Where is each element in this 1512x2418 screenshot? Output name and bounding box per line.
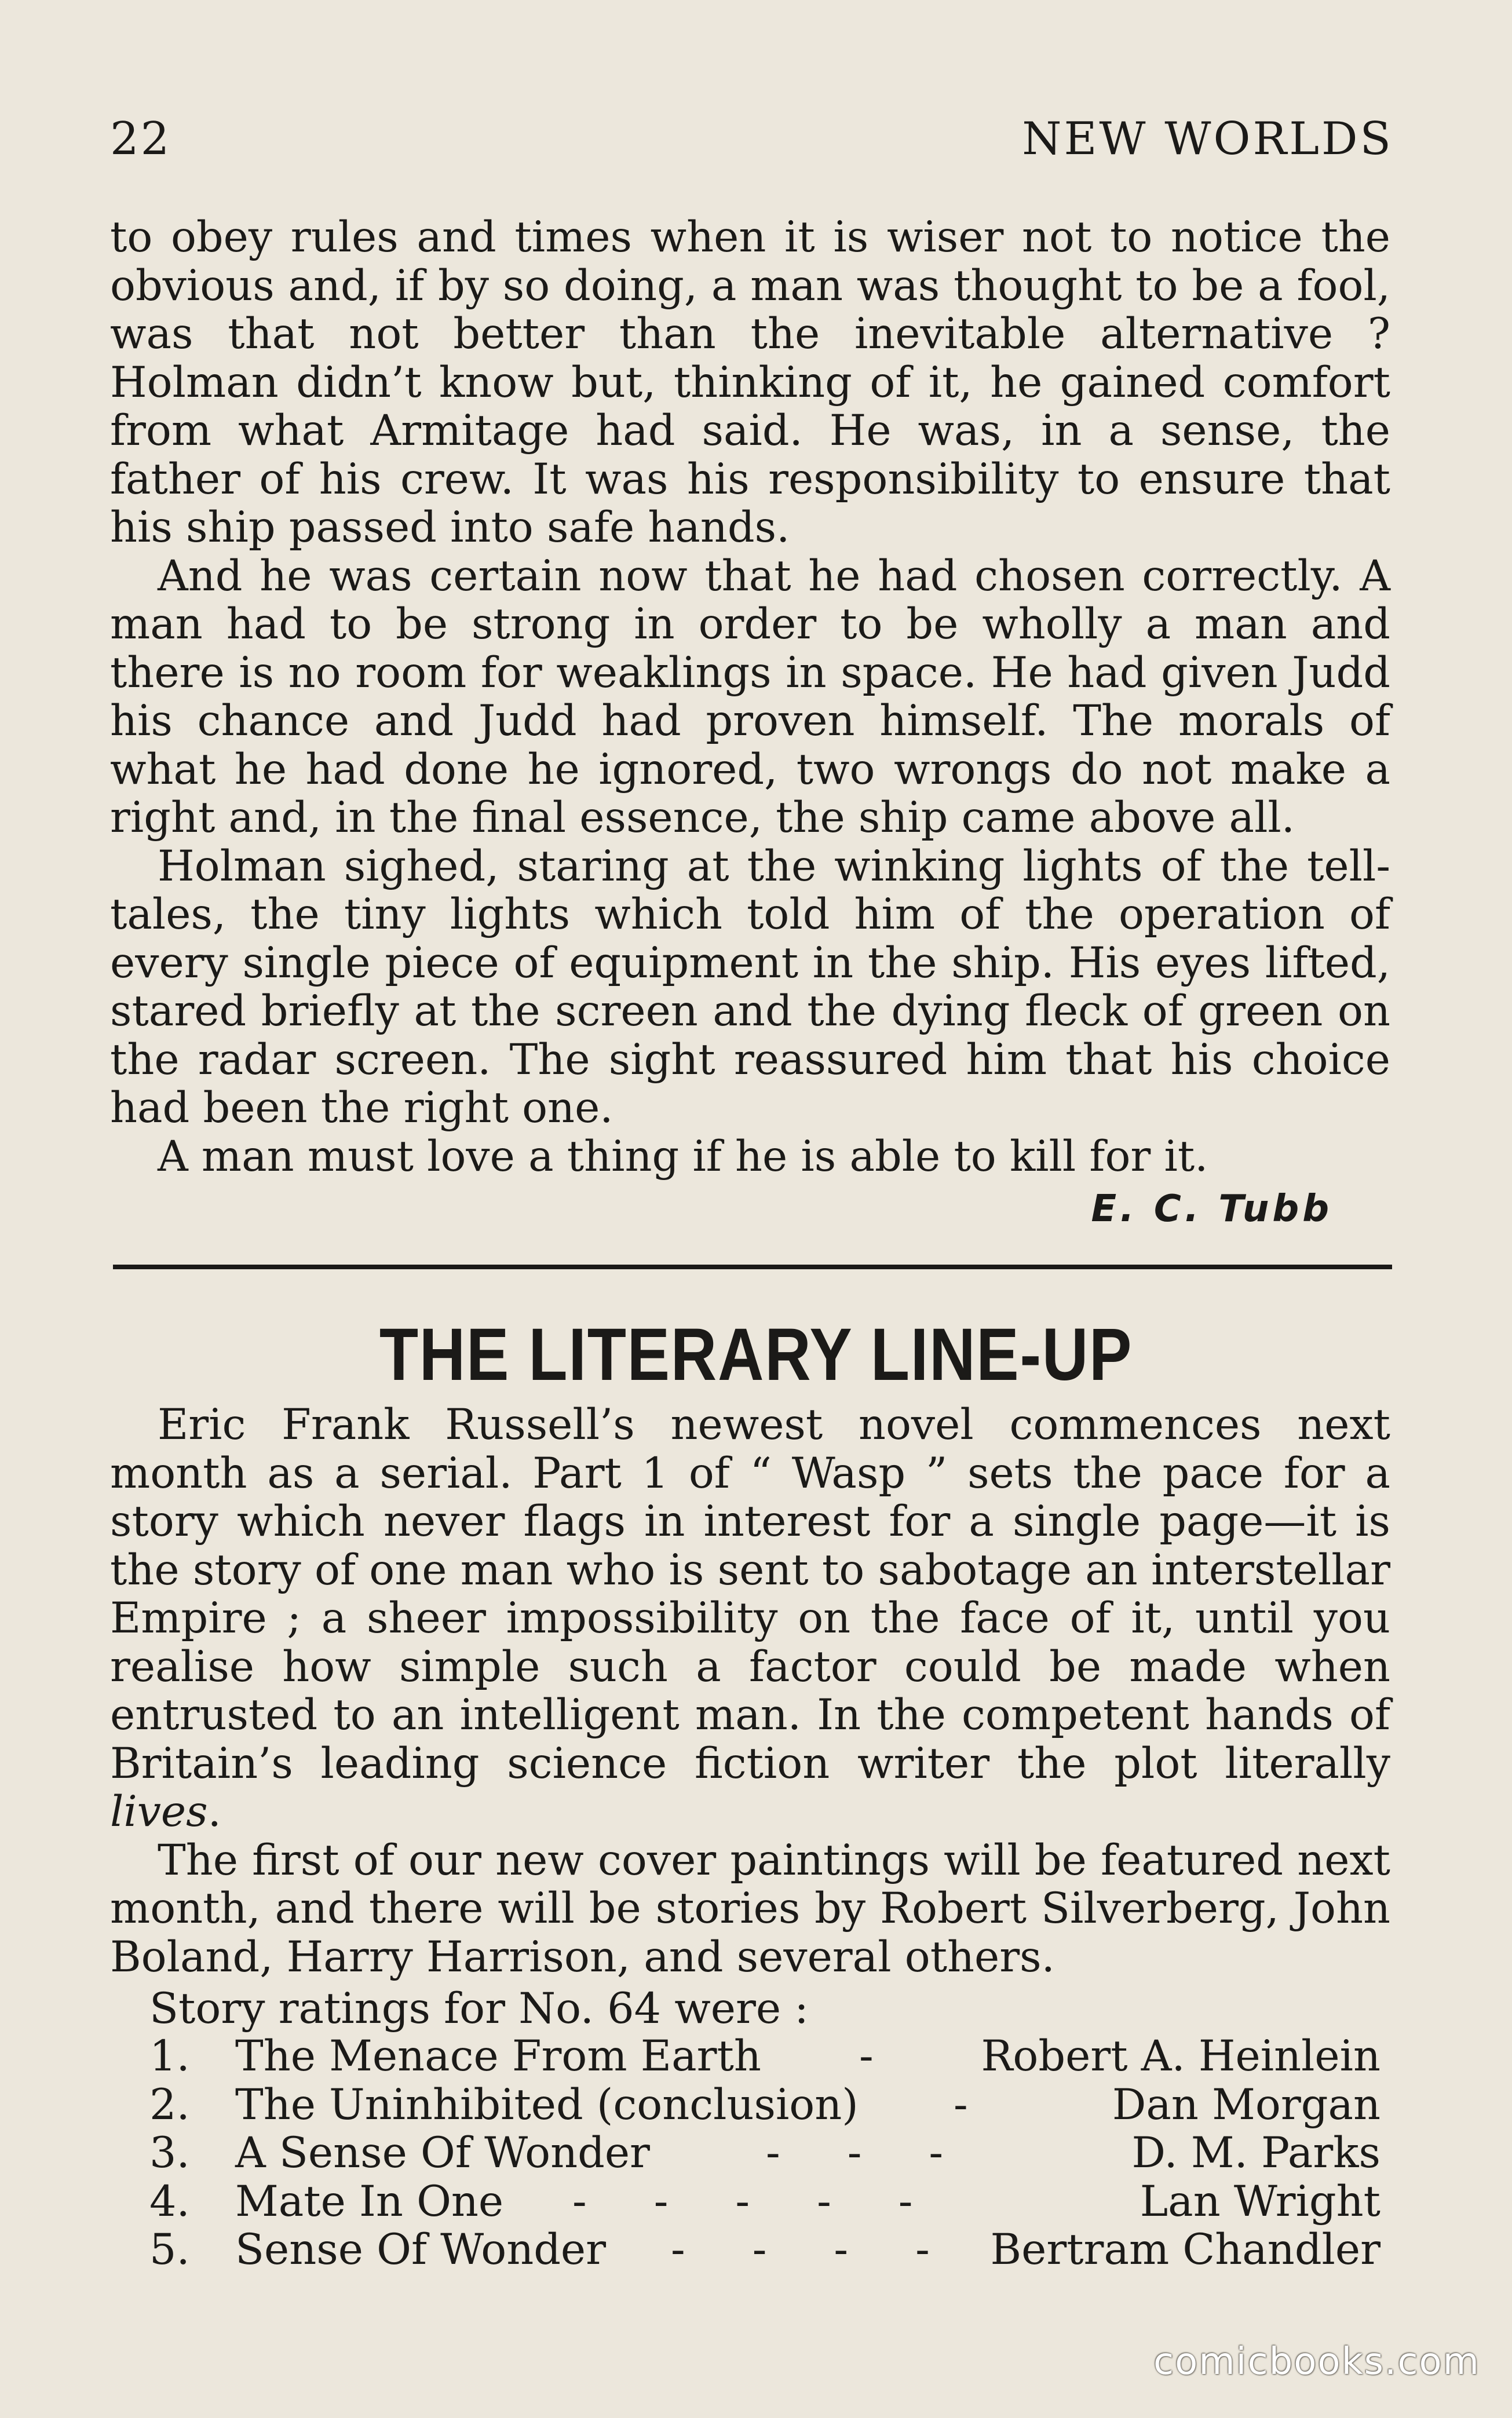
site-watermark: comicbooks.com bbox=[1153, 2340, 1480, 2383]
story-text bbox=[110, 213, 1390, 1181]
rating-story-title: Mate In One bbox=[235, 2176, 504, 2226]
rating-number: 2. bbox=[149, 2080, 190, 2130]
rating-leader-dots: - - - bbox=[766, 2128, 944, 2178]
rating-story-title: The Menace From Earth bbox=[235, 2032, 761, 2081]
section-headline: THE LITERARY LINE-UP bbox=[379, 1313, 1133, 1396]
story-paragraph: And he was certain now that he had chosen correctly. A man had to be strong in order to be wholly a man and there is no room for weaklings in space. He had given Judd his chance and Judd had proven himself. The morals of what he had done he ignored, two wrongs do not make a right and, in the final essence, the ship came above all. bbox=[110, 551, 1390, 842]
rating-author: Dan Morgan bbox=[1112, 2080, 1380, 2130]
lineup-text-run: . bbox=[207, 1787, 221, 1836]
page-number: 22 bbox=[110, 113, 171, 165]
rating-row bbox=[149, 2178, 1380, 2226]
story-paragraph: to obey rules and times when it is wiser not to notice the obvious and, if by so doing, a man was thought to be a fool, was that not better than the inevitable alternative ? Holman didn’t know but, thinking of it, he gained comfort from what Armitage had said. He was, in a sense, the father of his crew. It was his responsibility to ensure that his ship passed into safe hands. bbox=[110, 213, 1390, 552]
rating-row bbox=[149, 2081, 1380, 2130]
rating-story-title: The Uninhibited (conclusion) bbox=[235, 2080, 859, 2130]
lineup-text-run: Eric Frank Russell’s newest novel commences next month as a serial. Part 1 of “ Wasp ” sets the pace for a story which never flags in interest for a single page—it is the story of one man who is sent to sabotage an interstellar Empire ; a sheer impossibility on the face of it, until you realise how simple such a factor could be made when entrusted to an intelligent man. In the competent hands of Britain’s leading science fiction writer the plot literally bbox=[110, 1400, 1390, 1788]
rating-number: 1. bbox=[149, 2032, 190, 2081]
lineup-paragraph bbox=[110, 1401, 1390, 1836]
rating-number: 3. bbox=[149, 2128, 190, 2178]
rating-author: Bertram Chandler bbox=[990, 2225, 1380, 2274]
lineup-paragraph: The first of our new cover paintings will be featured next month, and there will be stories by Robert Silverberg, John Boland, Harry Harrison, and several others. bbox=[110, 1835, 1390, 1982]
rating-leader-dots: - - - - - bbox=[572, 2176, 913, 2226]
section-divider bbox=[113, 1265, 1392, 1269]
rating-author: D. M. Parks bbox=[1131, 2128, 1380, 2178]
rating-number: 5. bbox=[149, 2225, 190, 2274]
rating-author: Lan Wright bbox=[1140, 2176, 1380, 2226]
story-paragraph: Holman sighed, staring at the winking lights of the tell-tales, the tiny lights which told him of the operation of every single piece of equipment in the ship. His eyes lifted, stared briefly at the screen and the dying fleck of green on the radar screen. The sight reassured him that his choice had been the right one. bbox=[110, 841, 1390, 1133]
rating-story-title: Sense Of Wonder bbox=[235, 2225, 607, 2274]
ratings-title: Story ratings for No. 64 were : bbox=[149, 1984, 809, 2033]
rating-story-title: A Sense Of Wonder bbox=[235, 2128, 650, 2178]
rating-row bbox=[149, 2129, 1380, 2178]
lineup-text bbox=[110, 1401, 1390, 1981]
rating-leader-dots: - bbox=[954, 2080, 968, 2130]
magazine-title: NEW WORLDS bbox=[1022, 113, 1393, 165]
page-header bbox=[110, 113, 1393, 171]
ratings-list bbox=[149, 2032, 1380, 2274]
rating-leader-dots: - - - - bbox=[671, 2225, 930, 2274]
rating-row bbox=[149, 2226, 1380, 2274]
rating-row bbox=[149, 2032, 1380, 2081]
lineup-italic-word: lives bbox=[110, 1787, 208, 1836]
rating-number: 4. bbox=[149, 2176, 190, 2226]
author-byline: E. C. Tubb bbox=[1091, 1188, 1332, 1230]
rating-leader-dots: - bbox=[859, 2032, 874, 2081]
story-paragraph: A man must love a thing if he is able to kill for it. bbox=[158, 1131, 1208, 1181]
rating-author: Robert A. Heinlein bbox=[981, 2032, 1380, 2081]
